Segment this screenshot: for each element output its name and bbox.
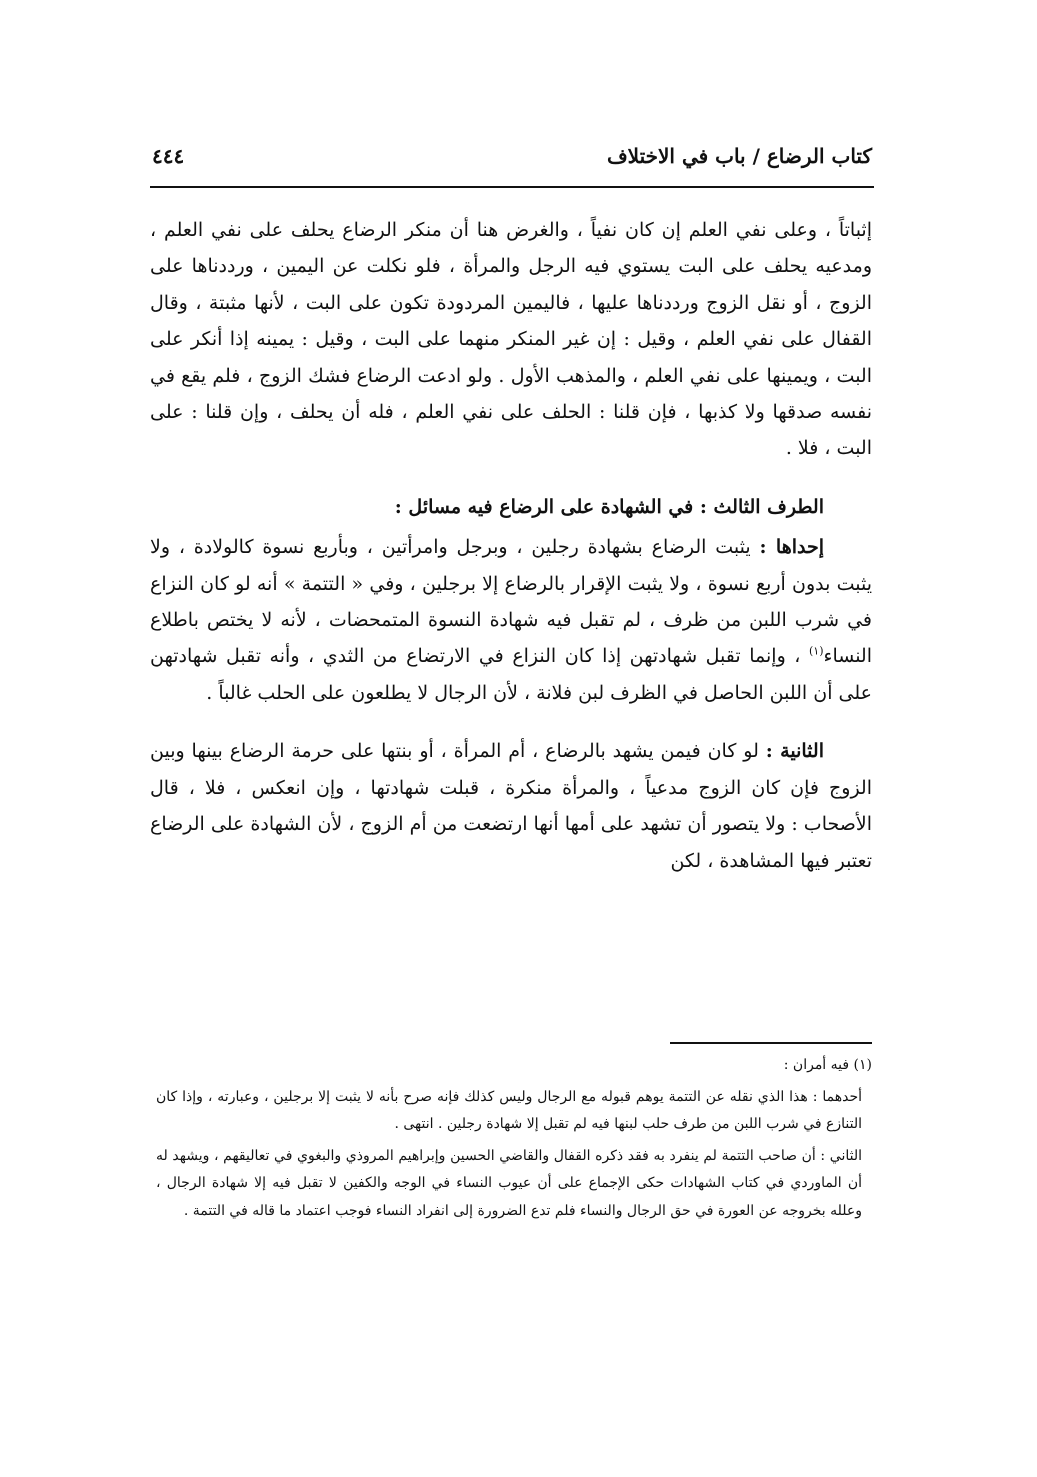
header-divider [150,186,874,188]
header-title: كتاب الرضاع / باب في الاختلاف [606,144,872,168]
paragraph-3-lead: الثانية : [765,740,824,763]
page-number: ٤٤٤ [152,144,185,168]
section-heading: الطرف الثالث : في الشهادة على الرضاع فيه مسائل : [394,495,824,518]
paragraph-1: إثباتاً ، وعلى نفي العلم إن كان نفياً ، والغرض هنا أن منكر الرضاع يحلف على نفي العلم ، ومدعيه يحلف على البت يستوي فيه الرجل والمرأة ، فلو نكلت عن اليمين ، ورددناها على الزوج ، أو نقل الزوج ورددناها عليها ، فاليمين المردودة تكون على البت ، لأنها مثبتة ، وقال القفال على نفي العلم ، وقيل : إن غير المنكر منهما على البت ، وقيل : يمينه إذا أنكر على البت ، ويمينها على نفي العلم ، والمذهب الأول . ولو ادعت الرضاع فشك الزوج ، فلم يقع في نفسه صدقها ولا كذبها ، فإن قلنا : الحلف على نفي العلم ، فله أن يحلف ، وإن قلنا : على البت ، فلا . [150,219,872,460]
paragraph-2 [150,529,872,711]
footnote-marker: (١) فيه أمران : [783,1057,872,1073]
paragraph-2-text-a: يثبت الرضاع بشهادة رجلين ، وبرجل وامرأتين ، وبأربع نسوة كالولادة ، ولا يثبت بدون أربع نسوة ، ولا يثبت الإقرار بالرضاع إلا برجلين ، وفي « التتمة » أنه لو كان النزاع في شرب اللبن من ظرف ، لم تقبل فيه شهادة النسوة المتمحضات ، لأنه لا يختص باطلاع النساء [150,536,872,668]
paragraph-3 [150,733,872,879]
running-header [152,140,872,180]
paragraph-2-lead: إحداها : [759,536,824,559]
footnote-part-2: الثاني : أن صاحب التتمة لم ينفرد به فقد ذكره القفال والقاضي الحسين وإبراهيم المروذي والبغوي في تعاليقهم ، ويشهد له أن الماوردي في كتاب الشهادات حكى الإجماع على أن عيوب النساء في الوجه والكفين لا تقبل فيه إلا شهادة الرجال ، وعلله بخروجه عن العورة في حق الرجال والنساء فلم تدع الضرورة إلى انفراد النساء فوجب اعتماد ما قاله في التتمة . [156,1147,862,1219]
paragraph-3-text: لو كان فيمن يشهد بالرضاع ، أم المرأة ، أو بنتها على حرمة الرضاع بينها وبين الزوج فإن كان الزوج مدعياً ، والمرأة منكرة ، قبلت شهادتها ، وإن انعكس ، فلا ، قال الأصحاب : ولا يتصور أن تشهد على أمها أنها ارتضعت من أم الزوج ، لأن الشهادة على الرضاع تعتبر فيها المشاهدة ، لكن [150,740,872,872]
footnotes [156,1052,872,1226]
main-text [150,212,872,879]
footnote-reference[interactable]: (١) [809,645,824,659]
paragraph-2-text-b: ، وإنما تقبل شهادتهن إذا كان النزاع في الارتضاع من الثدي ، وأنه تقبل شهادتهن على أن اللبن الحاصل في الظرف لبن فلانة ، لأن الرجال لا يطلعون على الحلب غالباً . [150,645,872,704]
footnote-divider [670,1042,872,1044]
footnote-part-1: أحدهما : هذا الذي نقله عن التتمة يوهم قبوله مع الرجال وليس كذلك فإنه صرح بأنه لا يثبت إلا برجلين ، وعبارته ، وإذا كان التنازع في شرب اللبن من طرف حلب لبنها فيه لم تقبل إلا شهادة رجلين . انتهى . [156,1088,862,1133]
